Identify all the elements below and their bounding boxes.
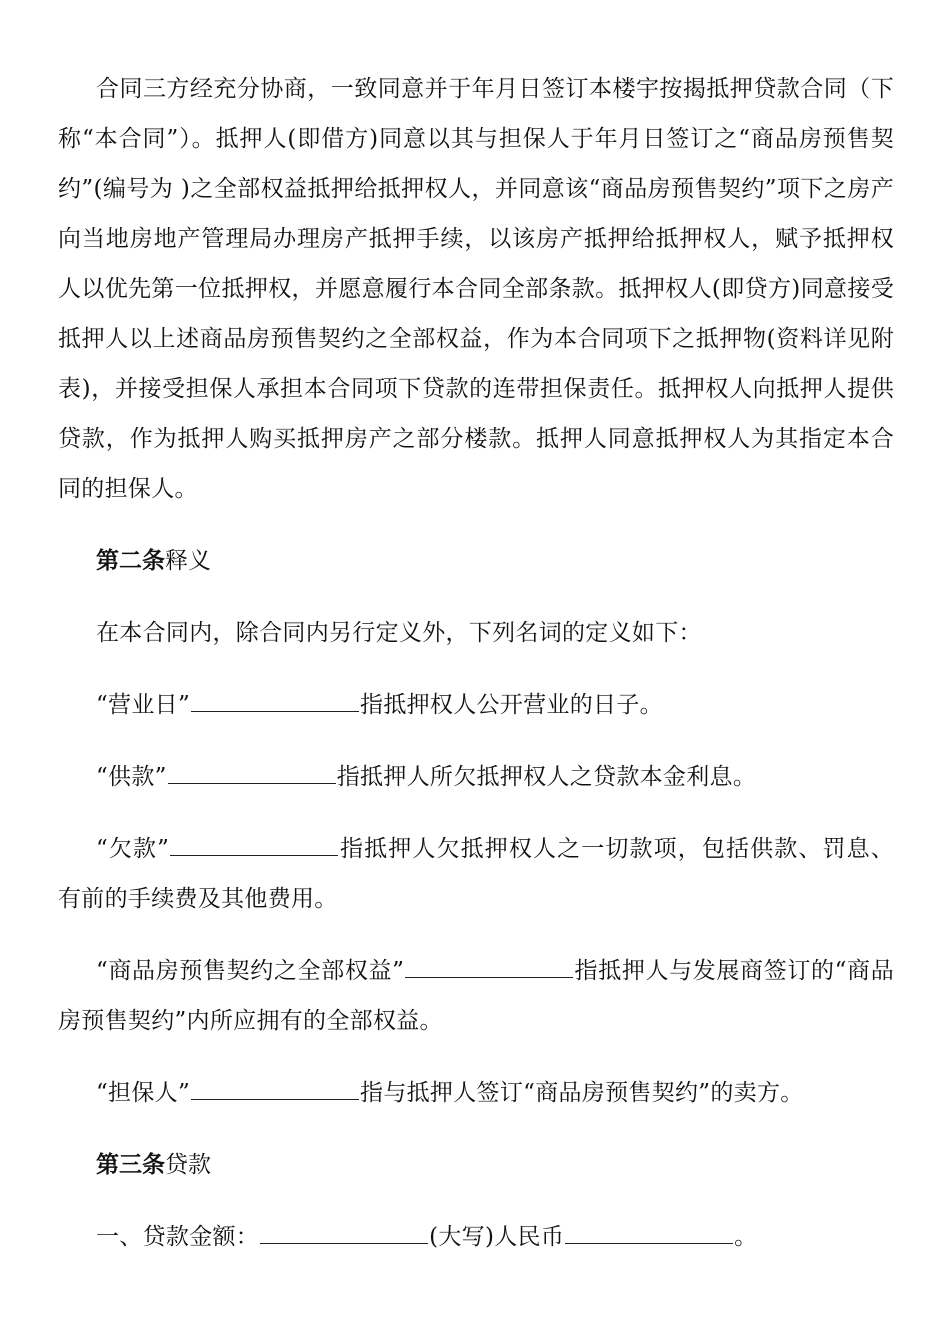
definition-arrears bbox=[58, 824, 894, 924]
blank-line bbox=[191, 1075, 359, 1100]
article-2-intro: 在本合同内，除合同内另行定义外，下列名词的定义如下： bbox=[96, 620, 702, 646]
loan-amount-label: 一、贷款金额： bbox=[96, 1224, 260, 1250]
contract-page bbox=[58, 64, 894, 1262]
definition-term: “供款” bbox=[96, 764, 167, 790]
definition-business-day bbox=[58, 680, 894, 730]
blank-line bbox=[405, 953, 573, 978]
definition-installment bbox=[58, 752, 894, 802]
article-2-number: 第二条 bbox=[96, 547, 165, 574]
article-3-heading bbox=[58, 1140, 894, 1190]
blank-line bbox=[260, 1219, 428, 1244]
article-3-title: 贷款 bbox=[165, 1152, 211, 1178]
definition-meaning: 指与抵押人签订“商品房预售契约”的卖方。 bbox=[360, 1080, 804, 1106]
article-2-title: 释义 bbox=[165, 548, 211, 574]
article-2-heading bbox=[58, 536, 894, 586]
definition-meaning: 指抵押人与发展商签订的“商品房预售契约”内所应拥有的全部权益。 bbox=[58, 958, 894, 1034]
intro-paragraph: 合同三方经充分协商，一致同意并于年月日签订本楼宇按揭抵押贷款合同（下称“本合同”）。抵押人(即借方)同意以其与担保人于年月日签订之“商品房预售契约”(编号为 )之全部权益抵押给抵押权人，并同意该“商品房预售契约”项下之房产向当地房地产管理局办理房产抵押手续，以该房产抵押给抵押权人，赋予抵押权人以优先第一位抵押权，并愿意履行本合同全部条款。抵押权人(即贷方)同意接受抵押人以上述商品房预售契约之全部权益，作为本合同项下之抵押物(资料详见附表)，并接受担保人承担本合同项下贷款的连带担保责任。抵押权人向抵押人提供贷款，作为抵押人购买抵押房产之部分楼款。抵押人同意抵押权人为其指定本合同的担保人。 bbox=[58, 76, 894, 502]
loan-amount-line bbox=[58, 1212, 894, 1262]
definition-presale-rights bbox=[58, 946, 894, 1046]
definition-meaning: 指抵押人欠抵押权人之一切款项，包括供款、罚息、有前的手续费及其他费用。 bbox=[58, 836, 894, 912]
definition-meaning: 指抵押权人公开营业的日子。 bbox=[360, 692, 663, 718]
definition-meaning: 指抵押人所欠抵押权人之贷款本金利息。 bbox=[336, 764, 757, 790]
blank-line bbox=[170, 831, 338, 856]
loan-amount-middle: (大写)人民币 bbox=[429, 1224, 565, 1250]
loan-amount-end: 。 bbox=[734, 1224, 758, 1250]
definition-term: “商品房预售契约之全部权益” bbox=[96, 958, 405, 984]
article-3-number: 第三条 bbox=[96, 1151, 165, 1178]
definition-term: “营业日” bbox=[96, 692, 191, 718]
blank-line bbox=[168, 759, 336, 784]
definition-term: “担保人” bbox=[96, 1080, 191, 1106]
definition-term: “欠款” bbox=[96, 836, 170, 862]
blank-line bbox=[191, 687, 359, 712]
definition-guarantor bbox=[58, 1068, 894, 1118]
blank-line bbox=[565, 1219, 733, 1244]
